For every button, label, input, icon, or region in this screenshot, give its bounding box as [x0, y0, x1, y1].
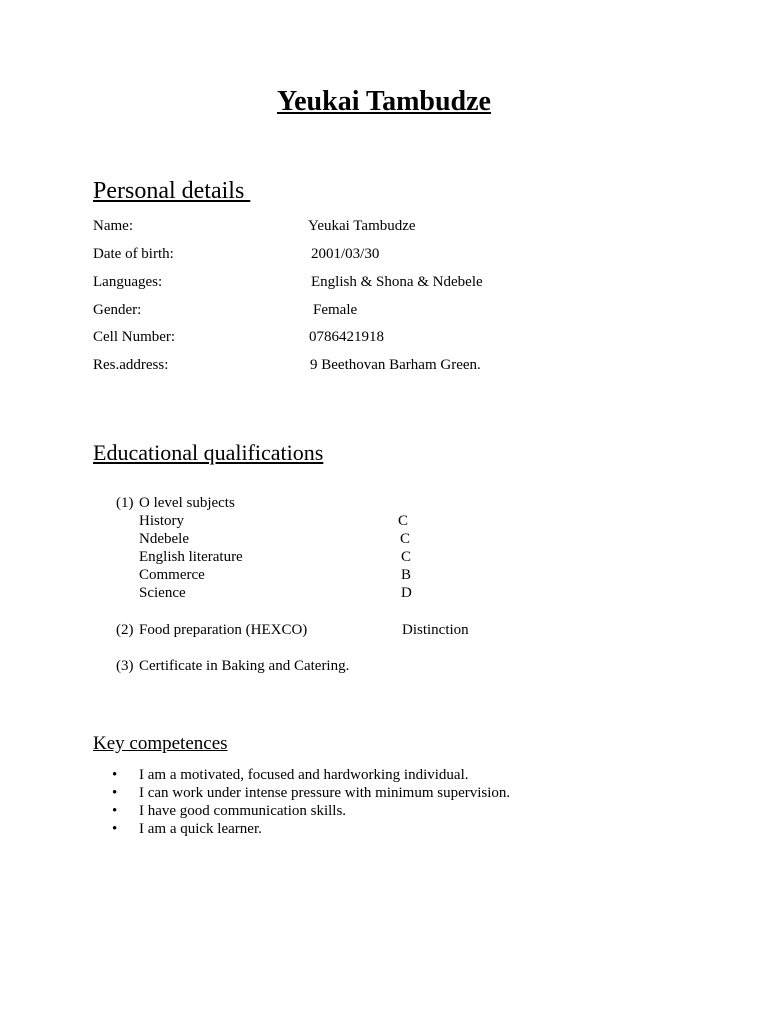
- subject-grade: C: [398, 513, 409, 529]
- subject-grade: B: [401, 567, 412, 583]
- personal-value: English & Shona & Ndebele: [311, 274, 483, 290]
- personal-value: Female: [313, 302, 358, 318]
- competence-text: I am a quick learner.: [139, 821, 262, 837]
- subject-name: History: [139, 513, 184, 529]
- bullet-icon: •: [112, 785, 118, 801]
- personal-value: 9 Beethovan Barham Green.: [310, 357, 481, 373]
- competences-heading: Key competences: [93, 733, 228, 754]
- subject-name: Ndebele: [139, 531, 189, 547]
- qualification-number: (1): [116, 495, 134, 511]
- personal-value: 2001/03/30: [311, 246, 380, 262]
- bullet-icon: •: [112, 821, 118, 837]
- personal-label: Date of birth:: [93, 246, 174, 262]
- personal-value: Yeukai Tambudze: [308, 218, 416, 234]
- personal-label: Res.address:: [93, 357, 169, 373]
- qualification-title: O level subjects: [139, 495, 235, 511]
- personal-row-address: [93, 357, 653, 377]
- bullet-icon: •: [112, 803, 118, 819]
- subject-name: Science: [139, 585, 186, 601]
- personal-value: 0786421918: [309, 329, 384, 345]
- qualification-title: Food preparation (HEXCO): [139, 622, 308, 638]
- personal-details-heading: Personal details: [93, 178, 251, 204]
- competence-text: I can work under intense pressure with minimum supervision.: [139, 785, 511, 801]
- subject-grade: C: [400, 531, 411, 547]
- personal-label: Name:: [93, 218, 133, 234]
- personal-row-cell: [93, 329, 653, 349]
- subject-name: English literature: [139, 549, 243, 565]
- personal-row-languages: [93, 274, 653, 294]
- education-heading: Educational qualifications: [93, 440, 324, 465]
- subject-grade: C: [401, 549, 412, 565]
- personal-row-name: [93, 218, 653, 238]
- qualification-title: Certificate in Baking and Catering.: [139, 658, 350, 674]
- competence-text: I have good communication skills.: [139, 803, 347, 819]
- personal-label: Cell Number:: [93, 329, 176, 345]
- personal-label: Languages:: [93, 274, 163, 290]
- qualification-number: (3): [116, 658, 134, 674]
- personal-row-dob: [93, 246, 653, 266]
- subject-name: Commerce: [139, 567, 205, 583]
- personal-row-gender: [93, 302, 653, 322]
- cv-title: Yeukai Tambudze: [277, 86, 491, 117]
- personal-label: Gender:: [93, 302, 142, 318]
- bullet-icon: •: [112, 767, 118, 783]
- qualification-number: (2): [116, 622, 134, 638]
- subject-grade: D: [401, 585, 412, 601]
- competence-text: I am a motivated, focused and hardworking individual.: [139, 767, 469, 783]
- qualification-result: Distinction: [402, 622, 469, 638]
